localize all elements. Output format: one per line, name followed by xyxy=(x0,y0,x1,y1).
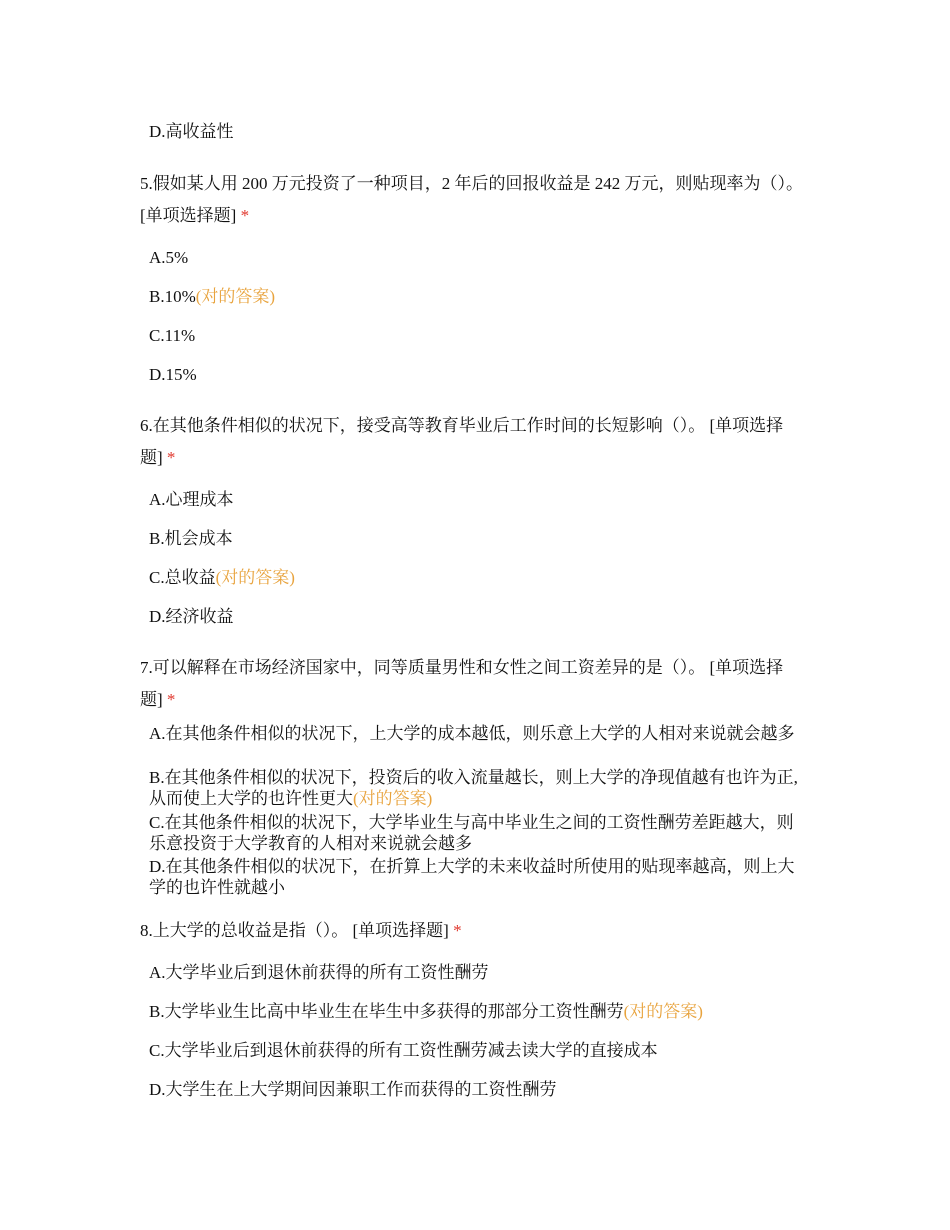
q6-option-c xyxy=(149,567,295,589)
q5-option-b-text: B.10% xyxy=(149,287,196,306)
question-5-text: 5.假如某人用 200 万元投资了一种项目，2 年后的回报收益是 242 万元，则贴现率为（）。 [单项选择题] xyxy=(140,174,803,225)
q4-option-d: D.高收益性 xyxy=(149,122,234,141)
q7-option-a: A.在其他条件相似的状况下，上大学的成本越低，则乐意上大学的人相对来说就会越多 xyxy=(149,724,795,743)
correct-answer-mark: (对的答案) xyxy=(195,287,276,306)
required-mark: * xyxy=(240,206,250,225)
q6-option-a: A.心理成本 xyxy=(149,490,234,509)
q6-option-d: D.经济收益 xyxy=(149,607,234,626)
q8-option-b xyxy=(149,1001,703,1023)
q5-option-c: C.11% xyxy=(149,326,196,345)
required-mark: * xyxy=(453,921,462,940)
q8-option-b-text: B.大学毕业生比高中毕业生在毕生中多获得的那部分工资性酬劳 xyxy=(149,1002,624,1021)
q7-option-d: D.在其他条件相似的状况下，在折算上大学的未来收益时所使用的贴现率越高，则上大学的也许性就越小 xyxy=(149,857,795,897)
q6-option-c-text: C.总收益 xyxy=(149,568,216,587)
question-6-text: 6.在其他条件相似的状况下，接受高等教育毕业后工作时间的长短影响（）。 [单项选择题] xyxy=(140,416,784,467)
q7-option-c: C.在其他条件相似的状况下，大学毕业生与高中毕业生之间的工资性酬劳差距越大，则乐意投资于大学教育的人相对来说就会越多 xyxy=(149,813,794,853)
q8-option-a: A.大学毕业后到退休前获得的所有工资性酬劳 xyxy=(149,963,489,982)
q7-option-b xyxy=(149,767,804,809)
q5-option-a: A.5% xyxy=(149,248,189,267)
q8-option-d: D.大学生在上大学期间因兼职工作而获得的工资性酬劳 xyxy=(149,1080,557,1099)
required-mark: * xyxy=(166,448,176,467)
q6-option-b: B.机会成本 xyxy=(149,529,233,548)
q8-option-c: C.大学毕业后到退休前获得的所有工资性酬劳减去读大学的直接成本 xyxy=(149,1041,658,1060)
correct-answer-mark: (对的答案) xyxy=(353,789,433,808)
question-6 xyxy=(140,410,805,474)
required-mark: * xyxy=(166,690,176,709)
q7-option-b-text: B.在其他条件相似的状况下，投资后的收入流量越长，则上大学的净现值越有也许为正, 从而使上大学的也许性更大 xyxy=(149,768,798,808)
question-7 xyxy=(140,652,805,716)
q5-option-d: D.15% xyxy=(149,365,197,384)
correct-answer-mark: (对的答案) xyxy=(623,1002,703,1021)
question-8-text: 8.上大学的总收益是指（）。 [单项选择题] xyxy=(140,921,449,940)
question-7-text: 7.可以解释在市场经济国家中，同等质量男性和女性之间工资差异的是（）。 [单项选择题] xyxy=(140,658,784,709)
correct-answer-mark: (对的答案) xyxy=(215,568,295,587)
question-8 xyxy=(140,920,462,942)
q5-option-b xyxy=(149,286,275,308)
question-5 xyxy=(140,168,805,232)
